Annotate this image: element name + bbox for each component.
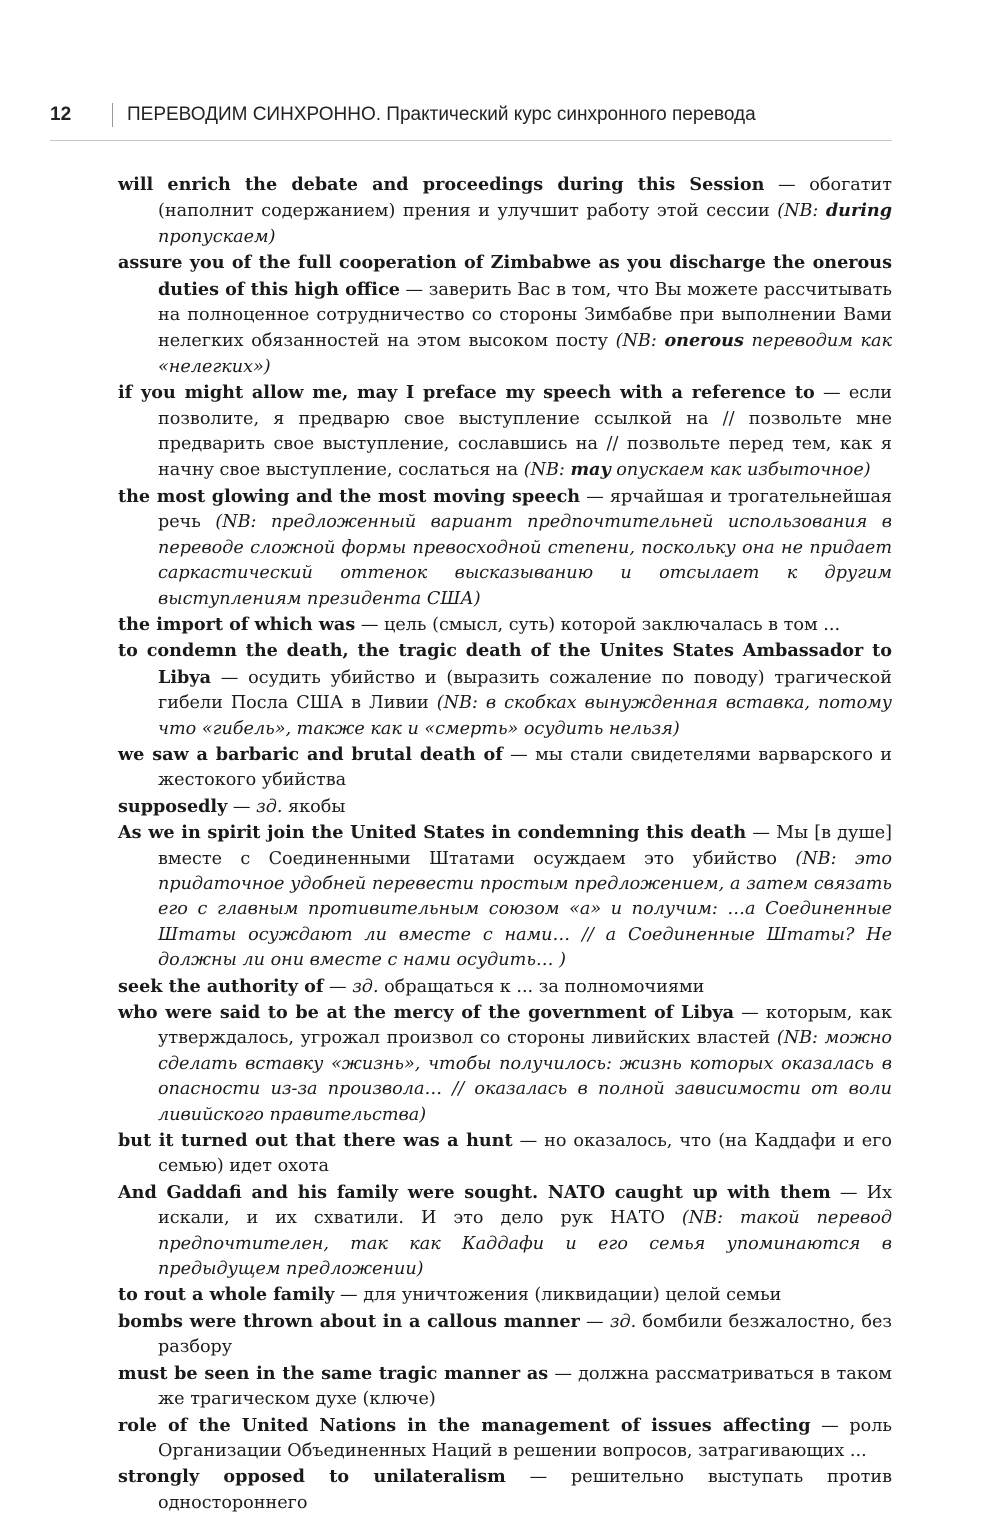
entry-term: if you might allow me, may I preface my speech with a reference to [118,382,815,404]
book-subtitle: Практический курс синхронного перевода [381,104,756,125]
entry-term: who were said to be at the mercy of the government of Libya [118,1002,734,1023]
entry-term: to condemn the death, the tragic death of the Unites States Ambassador to Libya [118,640,892,688]
glossary-entry [118,1464,892,1516]
glossary-entry [118,612,892,638]
entry-note-open: (NB: [615,331,665,352]
entry-term: role of the United Nations in the management of issues affecting [118,1414,811,1436]
glossary-entry [118,1309,892,1361]
entry-term: the import of which was [118,613,356,635]
entry-note-keyword: may [570,459,611,481]
entry-term: will enrich the debate and proceedings during this Session [118,174,765,195]
entry-translation: — [579,1311,610,1332]
entry-translation: — но оказалось, что (на Каддафи и его семью) идет охота [158,1131,892,1177]
entry-translation: — ярчайшая и трогательнейшая речь [158,486,892,533]
entry-note-open: (NB: [777,201,826,222]
glossary-entry [118,820,892,973]
entry-translation: — осудить убийство и (выразить сожаление по поводу) трагической гибели Посла США в Ливии [158,667,892,714]
glossary-entry [118,484,892,612]
entry-translation: — [227,796,257,817]
entry-note-open: (NB: [523,460,571,481]
entry-note: (NB: в скобках вынужденная вставка, потому что «гибель», также как и «смерть» осудить нельзя) [158,693,892,739]
entry-translation-cont: якобы [282,796,346,817]
entry-note-keyword: during [825,200,892,222]
entry-translation-cont: обращаться к ... за полномочиями [378,976,705,997]
entry-translation-cont: бомбили безжалостно, без разбору [158,1311,893,1358]
glossary-entry [118,250,892,380]
entry-term: And Gaddafi and his family were sought. NATO caught up with them [118,1181,831,1203]
entry-note: (NB: можно сделать вставку «жизнь», чтобы получилось: жизнь которых оказалась в опасности из-за произвола… // оказалась в полной зависимости от воли ливийского правительства) [158,1028,892,1125]
entry-term: assure you of the full cooperation of Zimbabwe as you discharge the onerous duties of this high office [118,252,892,300]
entry-term: bombs were thrown about in a callous manner [118,1310,580,1332]
header-rule [50,140,892,141]
entry-abbreviation: зд. [352,976,379,997]
entry-note [524,460,871,480]
entry-translation: — обогатит (наполнит содержанием) прения и улучшит работу этой сессии [158,175,892,222]
entry-term: but it turned out that there was a hunt [118,1130,513,1152]
entry-term: seek the authority of [118,975,324,997]
glossary-entry [118,1128,892,1180]
entry-term: As we in spirit join the United States in condemning this death [118,822,747,844]
entry-translation: — должна рассматриваться в таком же трагическом духе (ключе) [158,1363,892,1410]
entry-translation: — Мы [в душе] вместе с Соединенными Штатами осуждаем это убийство [158,823,892,869]
entry-note: (NB: предложенный вариант предпочтительней использования в переводе сложной формы превосходной степени, поскольку она не придает саркастический оттенок высказыванию и отсылает к другим выступлениям президента США) [158,512,892,609]
entry-translation: — [323,976,353,997]
entry-translation: — Их искали, и их схватили. И это дело рук НАТО [158,1182,892,1229]
entry-translation: — роль Организации Объединенных Наций в решении вопросов, затрагивающих ... [158,1415,892,1461]
glossary-entry [118,380,892,484]
entry-translation: — если позволите, я предварю свое выступление ссылкой на // позвольте мне предварить свое выступление, сославшись на // позвольте перед тем, как я начну свое выступление, сослаться на [158,383,892,481]
entry-translation: — решительно выступать против одностороннего [158,1467,892,1513]
glossary-entry [118,1413,892,1465]
glossary-entry [118,742,892,794]
entry-term: must be seen in the same tragic manner as [118,1362,549,1384]
header-divider [112,103,113,127]
entry-note-rest: пропускаем) [158,226,276,247]
glossary-entry [118,1282,892,1308]
page-number: 12 [50,104,72,125]
entry-term: we saw a barbaric and brutal death of [118,743,503,765]
entry-term: supposedly [118,795,228,817]
entry-term: strongly opposed to unilateralism [118,1466,506,1488]
entry-note: (NB: это придаточное удобней перевести простым предложением, а затем связать его с главным противительным союзом «а» и получим: …а Соединенные Штаты осуждают ли вместе с нами… // а Соединенные Штаты? Не должны ли они вместе с нами осудить… ) [158,848,892,971]
entry-term: the most glowing and the most moving speech [118,485,581,507]
running-header [50,98,892,132]
glossary-entry [118,172,892,250]
entry-note-keyword: onerous [664,330,744,352]
glossary-entry [118,974,892,1000]
glossary-entry [118,1361,892,1413]
glossary-entry [118,638,892,742]
entry-note-rest: опускаем как избыточное) [610,460,871,481]
glossary-entries [118,172,892,1516]
entry-translation: — заверить Вас в том, что Вы можете рассчитывать на полноценное сотрудничество со стороны Зимбабве при выполнении Вами нелегких обязанностей на этом высоком посту [158,279,892,352]
entry-abbreviation: зд. [256,796,283,817]
glossary-entry [118,794,892,820]
glossary-entry [118,1180,892,1283]
entry-translation: — мы стали свидетелями варварского и жестокого убийства [158,744,893,791]
entry-translation: — для уничтожения (ликвидации) целой семьи [334,1285,782,1306]
entry-term: to rout a whole family [118,1284,335,1306]
glossary-entry [118,1000,892,1128]
entry-note-rest: переводим как «нелегких») [158,331,892,377]
entry-translation: — цель (смысл, суть) которой заключалась в том ... [355,614,841,635]
entry-abbreviation: зд. [609,1311,637,1332]
entry-translation: — которым, как утверждалось, угрожал произвол со стороны ливийских властей [158,1003,893,1049]
book-title: ПЕРЕВОДИМ СИНХРОННО. [127,104,382,125]
entry-note: (NB: такой перевод предпочтителен, так как Каддафи и его семья упоминаются в предыдущем предложении) [158,1208,892,1280]
